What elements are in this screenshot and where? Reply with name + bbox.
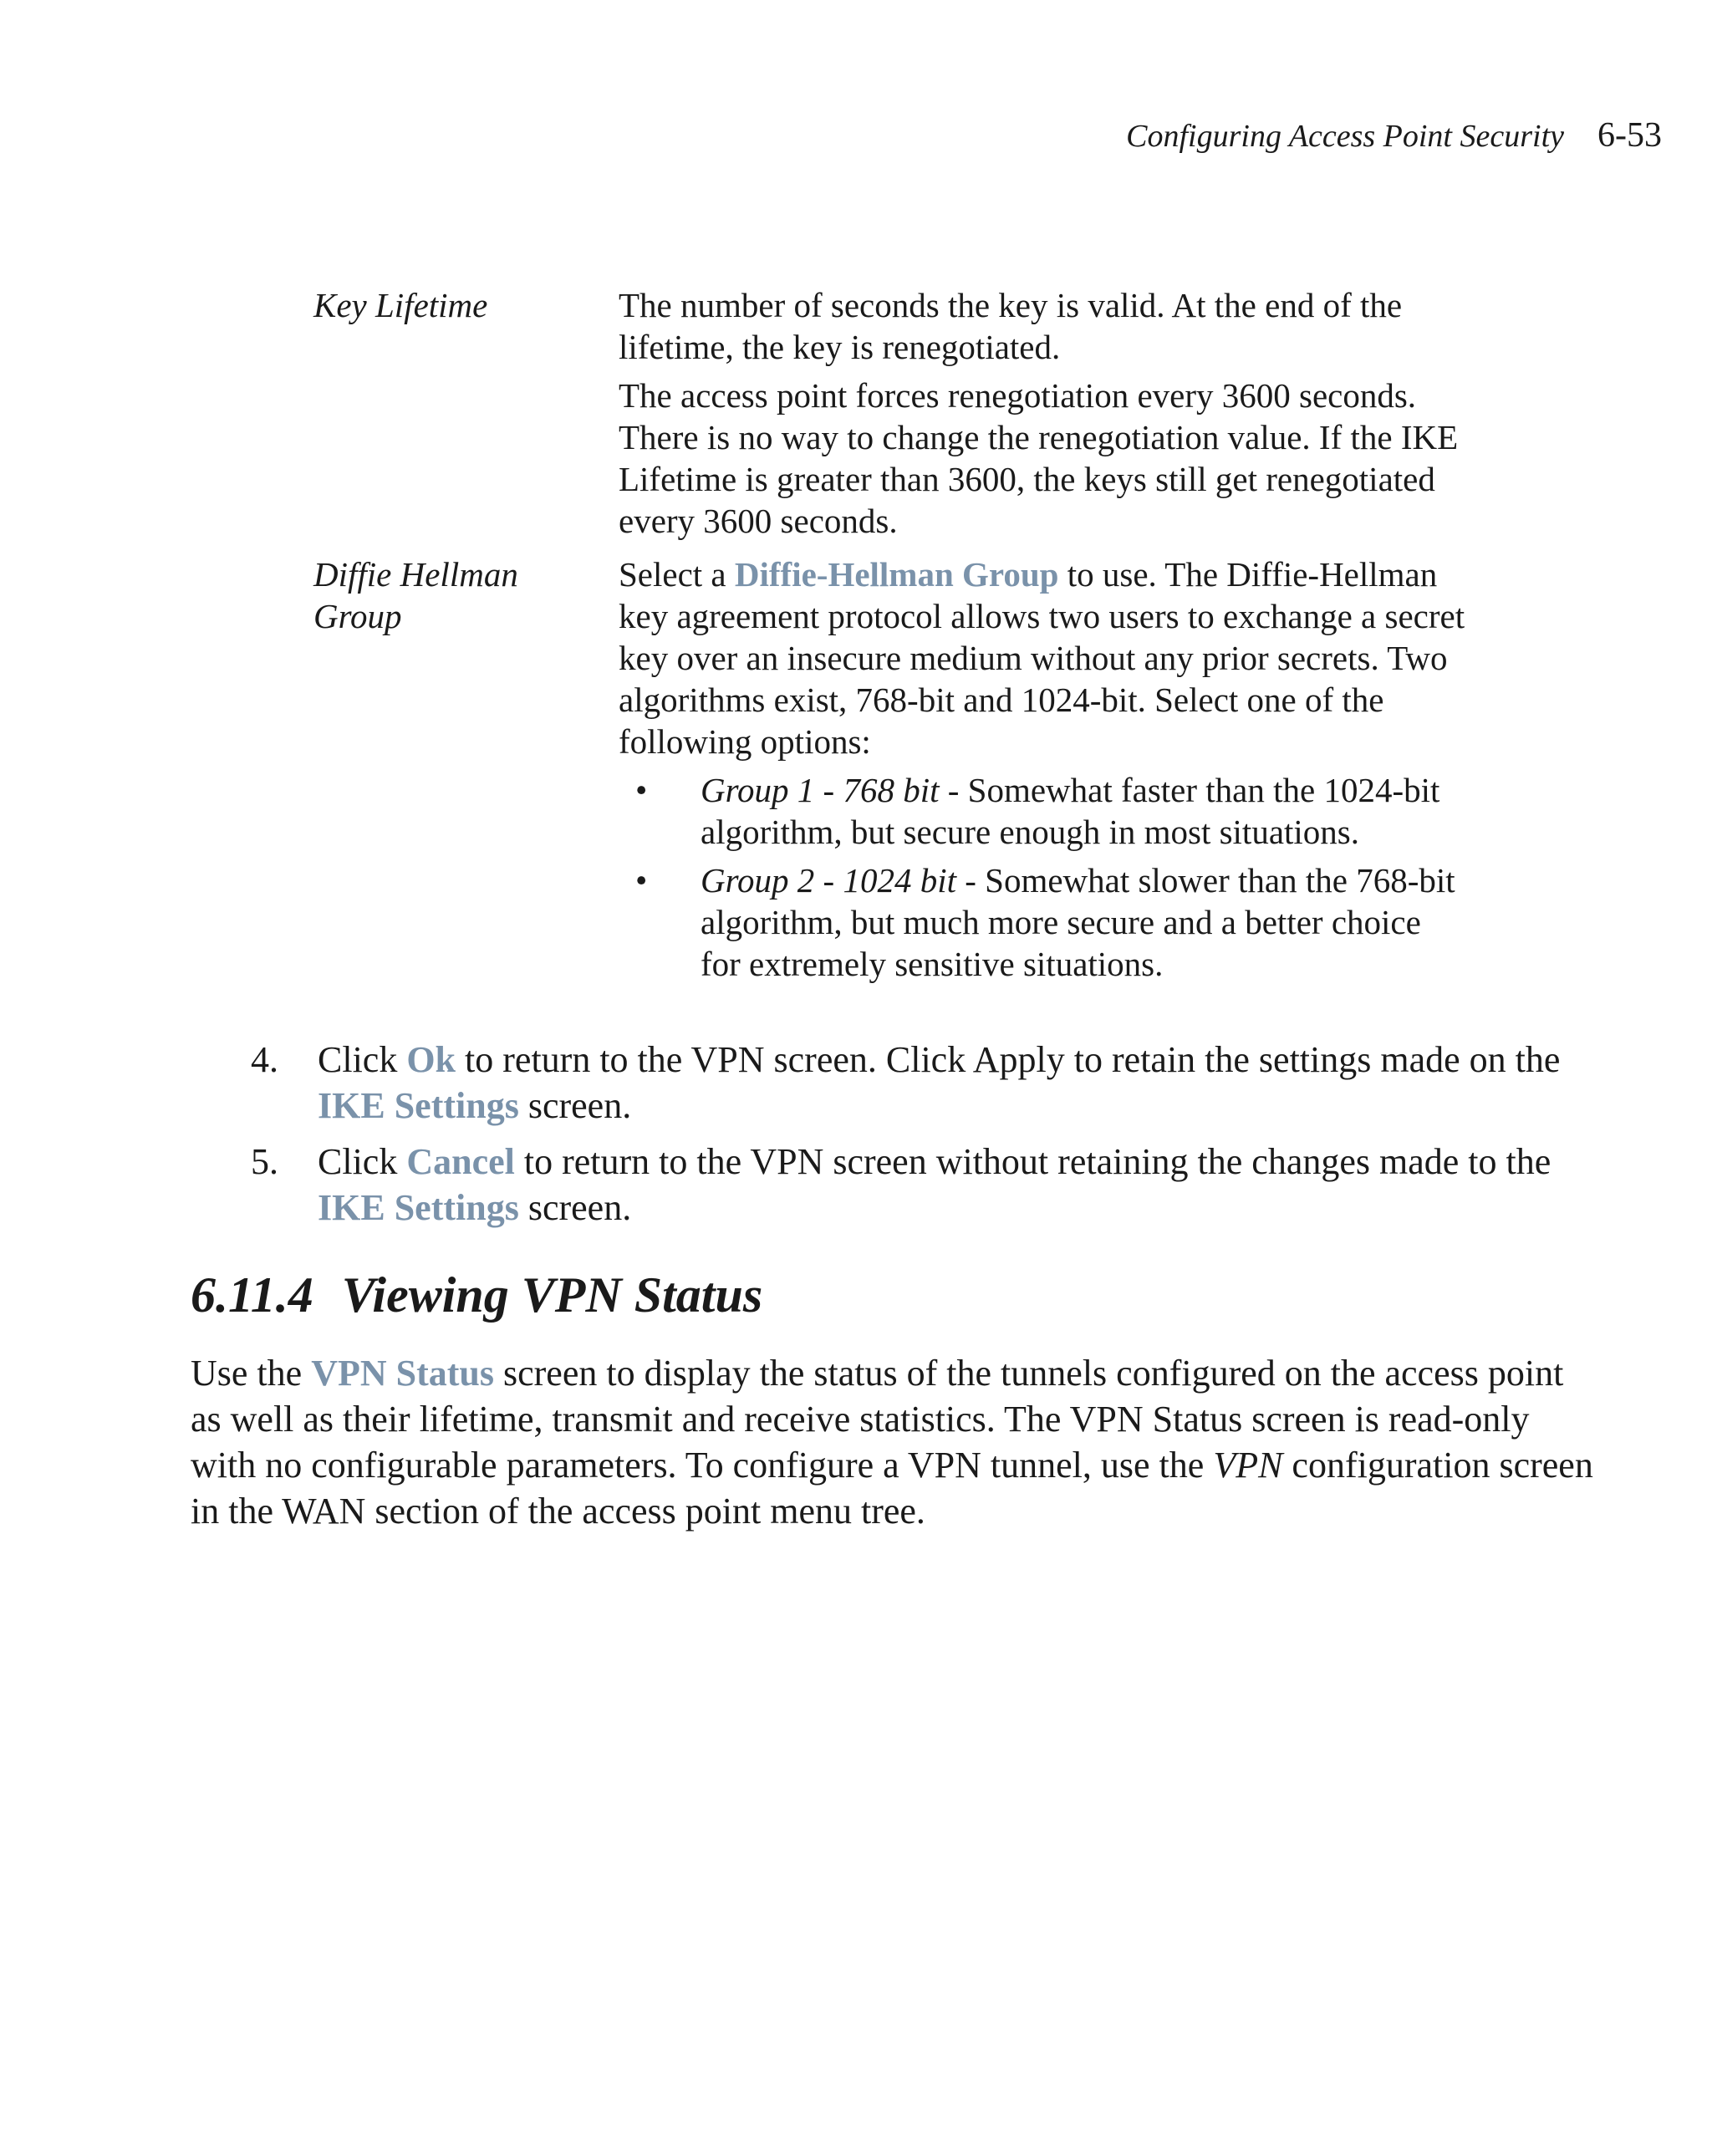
text-run: to use. The Diffie-Hellman key agreement protocol allows two users to exchange a secret key over an insecure medium without any prior secrets. Two algorithms exist, 768-bit and 1024-bit. Select one of the following options:	[619, 555, 1465, 761]
header-title: Configuring Access Point Security	[1126, 119, 1564, 154]
term-diffie-hellman	[313, 553, 619, 985]
text-run: configuration screen in the WAN section of the access point menu tree.	[191, 1445, 1593, 1532]
text-run: screen to display the status of the tunnels configured on the access point as well as their lifetime, transmit and receive statistics. The VPN Status screen is read-only with no configurable parameters. To configure a VPN tunnel, use the	[191, 1353, 1564, 1486]
definition-row-diffie-hellman	[313, 553, 1467, 985]
section-heading	[191, 1267, 762, 1324]
desc-diffie-hellman	[619, 553, 1467, 985]
term-line: Diffie Hellman	[313, 555, 518, 594]
text-run: Click	[318, 1141, 407, 1182]
option-desc: - Somewhat slower than the 768-bit algorithm, but much more secure and a better choice for extremely sensitive situations.	[701, 861, 1455, 983]
bullet-icon: •	[635, 861, 648, 900]
running-header	[1126, 115, 1662, 155]
step-4	[251, 1037, 1605, 1129]
step-text	[318, 1037, 1605, 1129]
step-number: 5.	[251, 1141, 278, 1182]
body-paragraph	[191, 1350, 1595, 1534]
list-item-text	[701, 769, 1467, 853]
desc-key-lifetime	[619, 284, 1467, 542]
option-name: Group 2 - 1024 bit	[701, 861, 956, 900]
text-run: to return to the VPN screen. Click Apply to retain the settings made on the	[456, 1039, 1561, 1080]
steps-list	[251, 1037, 1605, 1231]
step-text	[318, 1139, 1605, 1231]
text-run: to return to the VPN screen without retaining the changes made to the	[514, 1141, 1552, 1182]
ui-ref-cancel: Cancel	[406, 1141, 515, 1182]
text-run: Click	[318, 1039, 407, 1080]
definition-table	[313, 284, 1467, 985]
list-item	[619, 859, 1467, 985]
option-desc: - Somewhat faster than the 1024-bit algorithm, but secure enough in most situations.	[701, 771, 1440, 851]
ui-ref-vpn-status: VPN Status	[311, 1353, 494, 1394]
ui-ref-diffie-hellman-group: Diffie-Hellman Group	[734, 555, 1059, 594]
text-run: screen.	[518, 1187, 632, 1228]
text-run: Select a	[619, 555, 735, 594]
bullet-icon: •	[635, 771, 648, 809]
term-key-lifetime: Key Lifetime	[313, 286, 488, 324]
desc-paragraph	[619, 553, 1467, 762]
ui-ref-ike-settings: IKE Settings	[318, 1085, 519, 1126]
section-number: 6.11.4	[191, 1267, 313, 1323]
list-item-text	[701, 859, 1467, 985]
emphasis-vpn: VPN	[1213, 1445, 1283, 1486]
definition-row-key-lifetime	[313, 284, 1467, 542]
options-list	[619, 769, 1467, 985]
desc-paragraph: The number of seconds the key is valid. At the end of the lifetime, the key is renegotiated.	[619, 286, 1403, 366]
page-number: 6-53	[1597, 116, 1662, 155]
option-name: Group 1 - 768 bit	[701, 771, 940, 809]
section-title: Viewing VPN Status	[341, 1267, 763, 1323]
list-item	[619, 769, 1467, 853]
desc-paragraph: The access point forces renegotiation every 3600 seconds. There is no way to change the renegotiation value. If the IKE Lifetime is greater than 3600, the keys still get renegotiated every 3600 seconds.	[619, 376, 1459, 540]
step-5	[251, 1139, 1605, 1231]
ui-ref-ok: Ok	[406, 1039, 456, 1080]
ui-ref-ike-settings: IKE Settings	[318, 1187, 519, 1228]
step-number: 4.	[251, 1039, 278, 1080]
text-run: screen.	[518, 1085, 632, 1126]
text-run: Use the	[191, 1353, 312, 1394]
term-line: Group	[313, 597, 402, 635]
